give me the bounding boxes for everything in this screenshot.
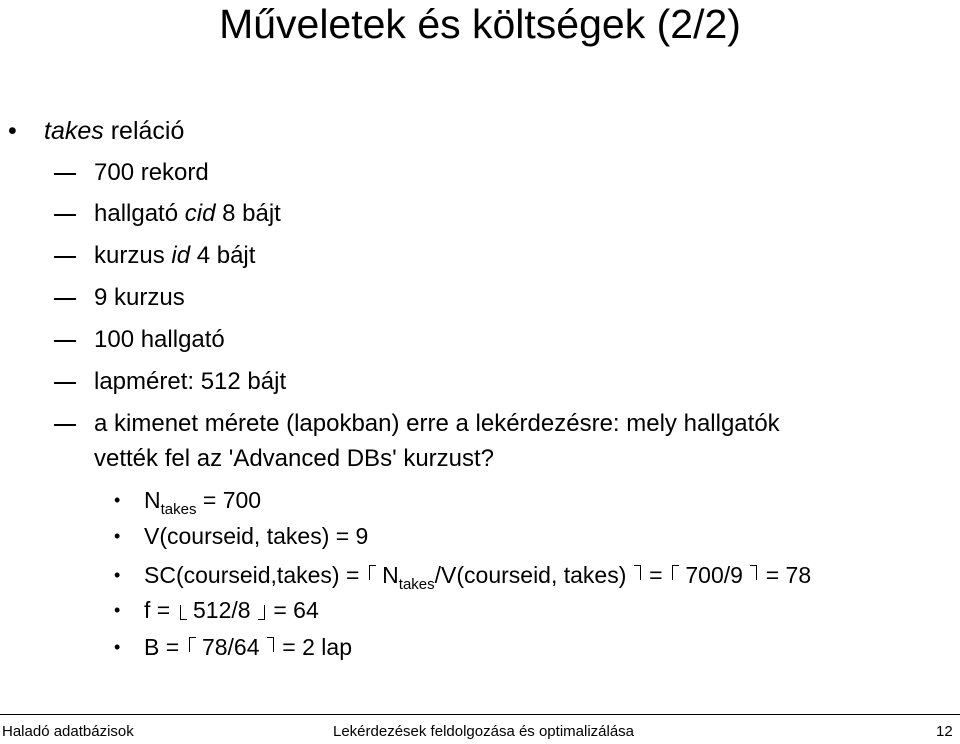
b-result: = 2 lap — [275, 634, 352, 660]
dash-icon — [54, 214, 76, 216]
floor-left-icon — [177, 600, 187, 620]
question-line-1: a kimenet mérete (lapokban) erre a lekérdezésre: mely hallgatók — [94, 410, 780, 437]
footer-divider — [0, 714, 960, 715]
ceil-right-icon — [633, 565, 643, 585]
ceil-left-icon — [669, 565, 679, 585]
student-label: hallgató — [94, 200, 185, 227]
question-line-2: vették fel az 'Advanced DBs' kurzust? — [94, 445, 495, 472]
page-size-text: lapméret: 512 bájt — [94, 368, 287, 395]
slide-title: Műveletek és költségek (2/2) — [219, 1, 741, 47]
dash-icon — [54, 382, 76, 384]
ceil-left-icon — [186, 637, 196, 657]
bullet-icon: • — [114, 600, 121, 620]
sc-label: SC(courseid,takes) = — [144, 562, 366, 588]
relation-label: reláció — [103, 117, 185, 145]
footer-topic: Lekérdezések feldolgozása és optimalizálása — [333, 723, 635, 740]
n-value: = 700 — [196, 487, 262, 513]
dash-icon — [54, 256, 76, 258]
ceil-right-icon — [749, 565, 759, 585]
dash-icon — [54, 340, 76, 342]
bullet-icon: • — [114, 490, 121, 510]
b-fraction: 78/64 — [195, 634, 266, 660]
relation-name: takes — [44, 117, 104, 145]
ceil-left-icon — [366, 565, 376, 585]
cid-attr: cid — [184, 200, 216, 227]
dash-icon — [54, 424, 76, 426]
footer-page-number: 12 — [936, 723, 953, 740]
f-result: = 64 — [266, 597, 319, 623]
n-subscript: takes — [160, 501, 197, 518]
course-count-text: 9 kurzus — [94, 284, 185, 311]
sc-equals: = — [642, 562, 669, 588]
id-attr: id — [171, 242, 191, 269]
ceil-right-icon — [266, 637, 276, 657]
sc-fraction: 700/9 — [679, 562, 750, 588]
dash-icon — [54, 298, 76, 300]
id-size: 4 bájt — [190, 242, 256, 269]
dash-icon — [54, 173, 76, 175]
bullet-icon: • — [114, 526, 121, 546]
bullet-icon: • — [8, 117, 17, 145]
student-count-text: 100 hallgató — [94, 326, 225, 353]
sc-subscript: takes — [398, 576, 435, 593]
n-symbol: N — [144, 487, 161, 513]
f-label: f = — [144, 597, 177, 623]
records-text: 700 rekord — [94, 159, 209, 186]
sc-divisor: /V(courseid, takes) — [434, 562, 633, 588]
b-label: B = — [144, 634, 186, 660]
bullet-icon: • — [114, 565, 121, 585]
sc-n: N — [375, 562, 399, 588]
sc-result: = 78 — [759, 562, 812, 588]
floor-right-icon — [257, 600, 267, 620]
bullet-icon: • — [114, 637, 121, 657]
v-formula: V(courseid, takes) = 9 — [144, 523, 369, 549]
footer-course-name: Haladó adatbázisok — [2, 723, 134, 740]
f-fraction: 512/8 — [186, 597, 257, 623]
cid-size: 8 bájt — [215, 200, 281, 227]
course-label: kurzus — [94, 242, 172, 269]
